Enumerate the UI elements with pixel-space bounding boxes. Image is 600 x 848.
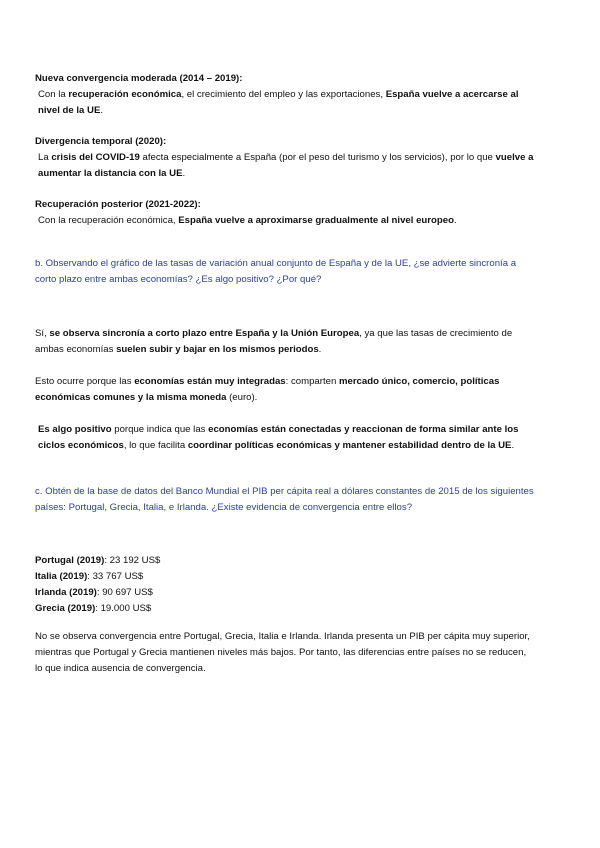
section-body: Con la recuperación económica, el crecimiento del empleo y las exportaciones, España vuelve a acercarse al nivel de la UE. [38, 89, 519, 116]
question-b [35, 256, 535, 288]
section-body: Con la recuperación económica, España vuelve a aproximarse gradualmente al nivel europeo. [38, 215, 457, 226]
conclusion-text: No se observa convergencia entre Portugal, Grecia, Italia e Irlanda. Irlanda presenta un PIB per cápita muy superior, mientras que Portugal y Grecia mantienen niveles más bajos. Por tanto, las diferencias entre países no se reducen, lo que indica ausencia de convergencia. [35, 631, 530, 674]
answer-b-para-1: Sí, se observa sincronía a corto plazo entre España y la Unión Europea, ya que las tasas de crecimiento de ambas economías suelen subir y bajar en los mismos periodos. [35, 328, 513, 355]
question-c-text: c. Obtén de la base de datos del Banco Mundial el PIB per cápita real a dólares constantes de 2015 de los siguientes países: Portugal, Grecia, Italia, e Irlanda. ¿Existe evidencia de convergencia entre ellos? [35, 486, 534, 513]
answer-b [35, 326, 535, 454]
question-b-text: b. Observando el gráfico de las tasas de variación anual conjunto de España y de la UE, ¿se advierte sincronía a corto plazo entre ambas economías? ¿Es algo positivo? ¿Por qué? [35, 258, 517, 285]
section-convergencia-moderada [35, 71, 535, 119]
section-recuperacion-posterior [35, 197, 535, 229]
section-body: La crisis del COVID-19 afecta especialmente a España (por el peso del turismo y los servicios), por lo que vuelve a aumentar la distancia con la UE. [38, 152, 534, 179]
question-c [35, 484, 535, 516]
section-title: Nueva convergencia moderada (2014 – 2019): [35, 73, 243, 84]
answer-b-para-3: Es algo positivo porque indica que las economías están conectadas y reaccionan de forma similar ante los ciclos económicos, lo que facilita coordinar políticas económicas y mantener estabilidad dentro de la UE. [38, 424, 519, 451]
list-item: Portugal (2019): 23 192 US$ [35, 555, 161, 566]
gdp-list [35, 553, 535, 617]
section-title: Recuperación posterior (2021-2022): [35, 199, 201, 210]
conclusion [35, 629, 535, 677]
list-item: Irlanda (2019): 90 697 US$ [35, 587, 153, 598]
section-title: Divergencia temporal (2020): [35, 136, 167, 147]
list-item: Grecia (2019): 19.000 US$ [35, 603, 152, 614]
answer-b-para-2: Esto ocurre porque las economías están muy integradas: comparten mercado único, comercio, políticas económicas comunes y la misma moneda (euro). [35, 376, 500, 403]
section-divergencia-temporal [35, 134, 535, 182]
list-item: Italia (2019): 33 767 US$ [35, 571, 144, 582]
